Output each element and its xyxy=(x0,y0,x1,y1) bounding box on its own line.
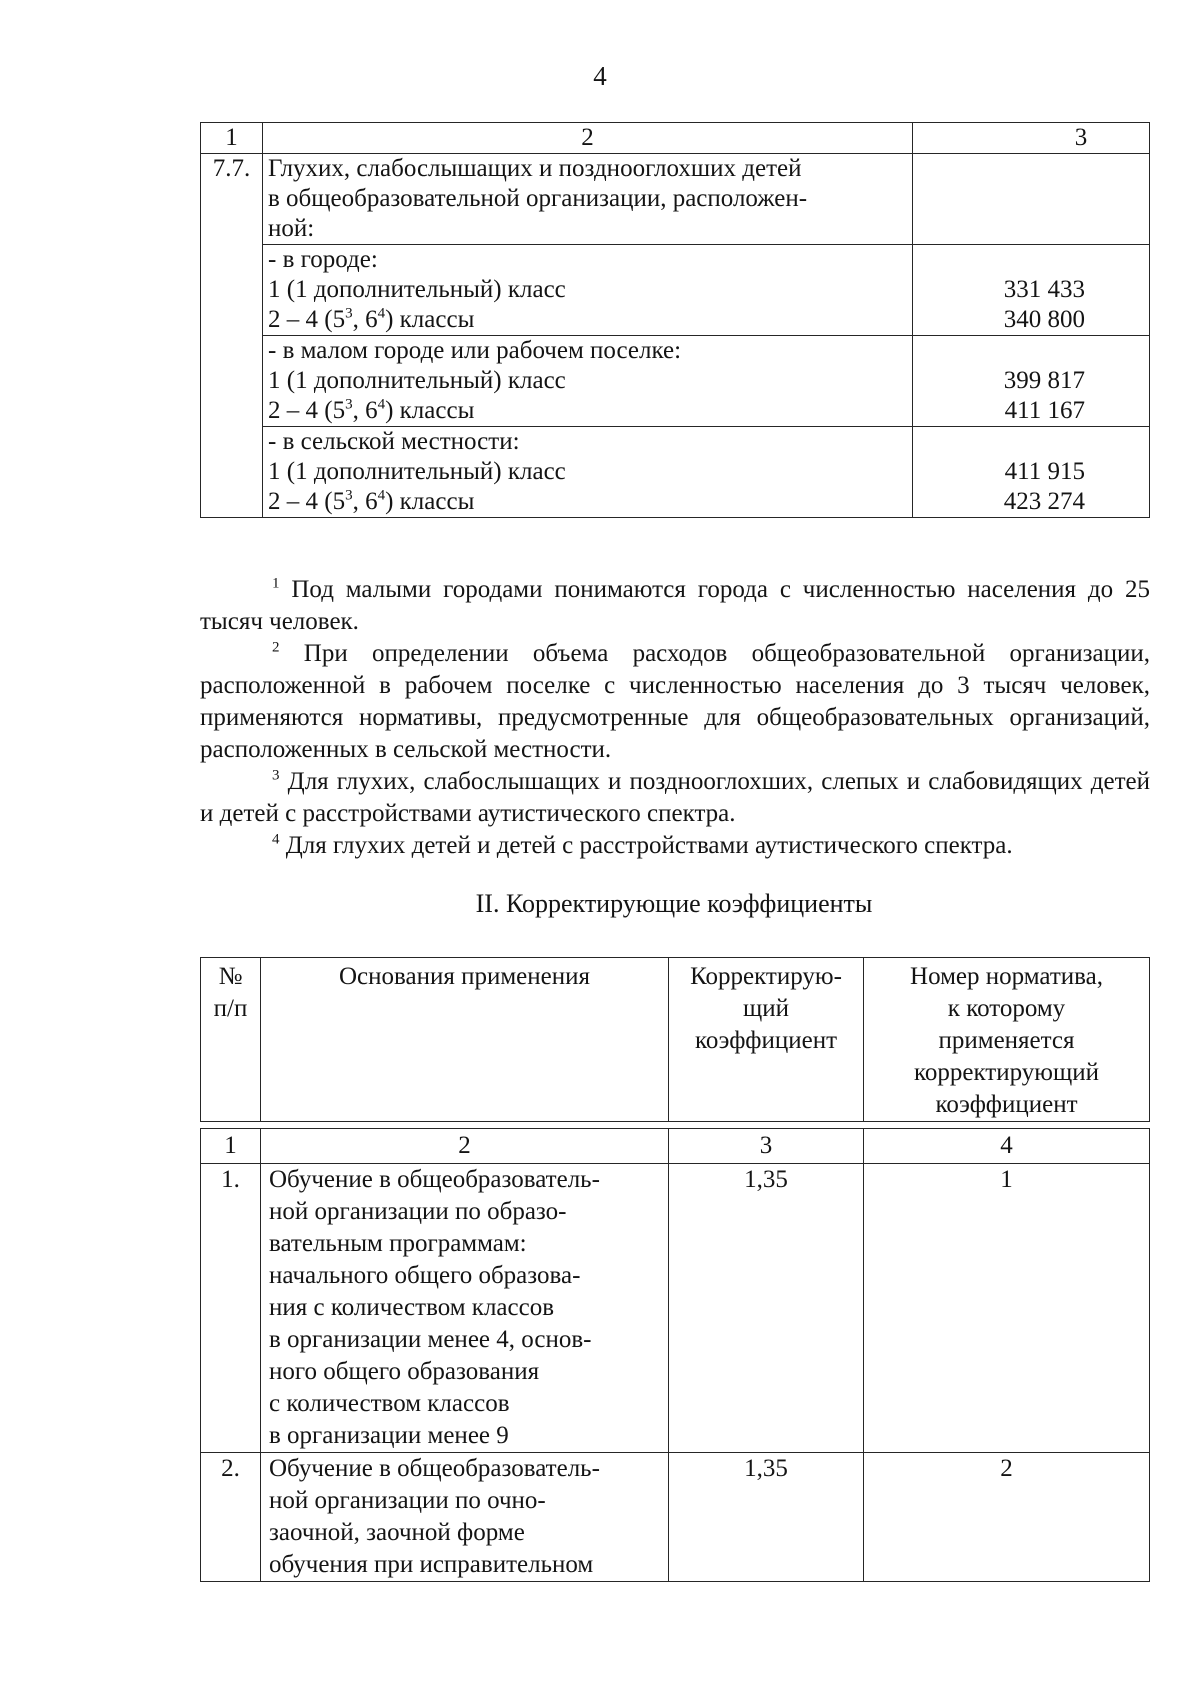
column-number: 2 xyxy=(261,1129,669,1164)
table-row xyxy=(201,1453,1150,1582)
value: 331 433 xyxy=(1003,276,1085,303)
header-cell: 1 xyxy=(201,123,263,154)
footnote: $^1$ Под малыми городами понимаются города с численностью населения до 25 тысяч человек. xyxy=(200,575,1150,635)
row-number: 7.7. xyxy=(201,154,263,518)
column-number: 3 xyxy=(669,1129,864,1164)
coefficients-table xyxy=(200,957,1150,1582)
norm-number: 2 xyxy=(864,1453,1150,1582)
title-line: Глухих, слабослышащих и позднооглохших детей xyxy=(268,155,802,182)
header-cell: Основания применения xyxy=(261,958,669,1122)
group-label: - в малом городе или рабочем поселке: xyxy=(268,337,682,364)
normatives-table xyxy=(200,122,1150,518)
value: 411 915 xyxy=(1004,458,1085,485)
item-label: 2 – 4 ($5^3$, $6^4$) классы xyxy=(268,396,475,424)
coefficient-value: 1,35 xyxy=(669,1453,864,1582)
table-row xyxy=(201,154,1150,245)
group-label: - в городе: xyxy=(268,246,378,273)
item-label: 1 (1 дополнительный) класс xyxy=(268,367,566,394)
group-cell xyxy=(263,336,913,427)
header-cell: № п/п xyxy=(201,958,261,1122)
table-row xyxy=(201,427,1150,518)
header-cell: Корректирую- щий коэффициент xyxy=(669,958,864,1122)
page-number: 4 xyxy=(593,61,607,91)
footnote: $^3$ Для глухих, слабослышащих и позднооглохших, слепых и слабовидящих детей и детей с расстройствами аутистического спектра. xyxy=(200,767,1151,827)
norm-number: 1 xyxy=(864,1164,1150,1453)
footnote: $^4$ Для глухих детей и детей с расстройствами аутистического спектра. xyxy=(272,831,1013,859)
item-label: 2 – 4 ($5^3$, $6^4$) классы xyxy=(268,487,475,515)
table-header-row xyxy=(201,958,1150,1122)
item-label: 1 (1 дополнительный) класс xyxy=(268,276,566,303)
column-number: 4 xyxy=(864,1129,1150,1164)
column-number: 1 xyxy=(201,1129,261,1164)
column-number-row xyxy=(201,1129,1150,1164)
title-line: в общеобразовательной организации, расположен- xyxy=(268,185,808,212)
basis-cell: Обучение в общеобразователь- ной организации по образо- вательным программам: начального общего образова- ния с количеством классов в организации менее 4, основ- ного общего образования с количеством классов в организации менее 9 xyxy=(261,1164,669,1453)
value: 399 817 xyxy=(1003,367,1085,394)
item-label: 2 – 4 ($5^3$, $6^4$) классы xyxy=(268,305,475,333)
value: 411 167 xyxy=(1004,397,1085,424)
group-cell xyxy=(263,427,913,518)
footnotes xyxy=(200,574,1150,862)
value-cell xyxy=(913,427,1150,518)
value: 423 274 xyxy=(1003,488,1085,515)
group-cell xyxy=(263,245,913,336)
table-row xyxy=(201,1164,1150,1453)
value: 340 800 xyxy=(1003,306,1085,333)
footnote: $^2$ При определении объема расходов общеобразовательной организации, расположенной в рабочем поселке с численностью населения до 3 тысяч человек, применяются нормативы, предусмотренные для общеобразовательных организаций, расположенных в сельской местности. xyxy=(200,639,1151,763)
section-title: II. Корректирующие коэффициенты xyxy=(475,889,873,918)
header-cell: 3 xyxy=(913,123,1150,154)
header-cell: 2 xyxy=(263,123,913,154)
coefficient-value: 1,35 xyxy=(669,1164,864,1453)
row-number: 1. xyxy=(201,1164,261,1453)
row-number: 2. xyxy=(201,1453,261,1582)
row-title xyxy=(263,154,913,245)
item-label: 1 (1 дополнительный) класс xyxy=(268,458,566,485)
header-cell: Номер норматива, к которому применяется корректирующий коэффициент xyxy=(864,958,1150,1122)
title-line: ной: xyxy=(268,215,315,242)
value-cell xyxy=(913,336,1150,427)
table-row xyxy=(201,245,1150,336)
basis-cell: Обучение в общеобразователь- ной организации по очно- заочной, заочной форме обучения при исправительном xyxy=(261,1453,669,1582)
table-row xyxy=(201,336,1150,427)
table-header-row xyxy=(201,123,1150,154)
group-label: - в сельской местности: xyxy=(268,428,520,455)
value-cell xyxy=(913,245,1150,336)
